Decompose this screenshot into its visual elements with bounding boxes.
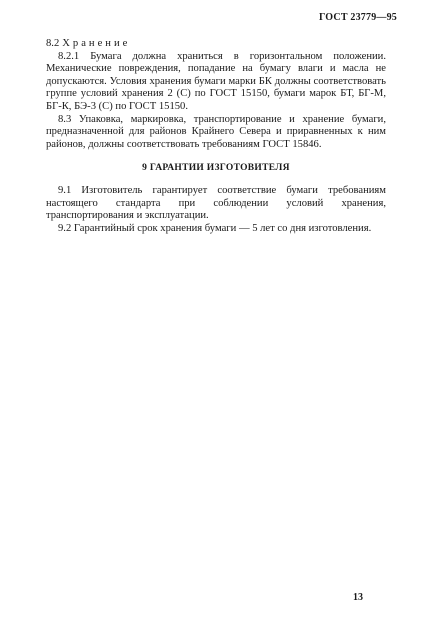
paragraph-9-2: 9.2 Гарантийный срок хранения бумаги — 5 лет со дня изготовления. — [58, 222, 372, 234]
chapter-9-title: 9 ГАРАНТИИ ИЗГОТОВИТЕЛЯ — [142, 163, 290, 174]
document-body — [46, 38, 386, 235]
section-8-2-title: Хранение — [62, 38, 131, 49]
paragraph-9-1: 9.1 Изготовитель гарантирует соответствие бумаги требованиям настоящего стандарта при соблюдении условий хранения, транспортирования и эксплуатации. — [46, 184, 386, 222]
paragraph-8-3: 8.3 Упаковка, маркировка, транспортирование и хранение бумаги, предназначенной для районов Крайнего Севера и приравненных к ним районов, должны соответствовать требованиям ГОСТ 15846. — [46, 113, 386, 150]
section-8-2-number: 8.2 — [46, 38, 60, 49]
paragraph-8-2-1: 8.2.1 Бумага должна храниться в горизонтальном положении. Механические повреждения, попадание на бумагу влаги и масла не допускаются. Условия хранения бумаги марки БК должны соответствовать группе условий хранения 2 (С) по ГОСТ 15150, бумаги марок БТ, БГ-М, БГ-К, БЭ-3 (С) по ГОСТ 15150. — [46, 50, 386, 112]
section-8-2-heading — [46, 38, 386, 51]
standard-code: ГОСТ 23779—95 — [318, 12, 397, 23]
page-number: 13 — [353, 592, 363, 603]
